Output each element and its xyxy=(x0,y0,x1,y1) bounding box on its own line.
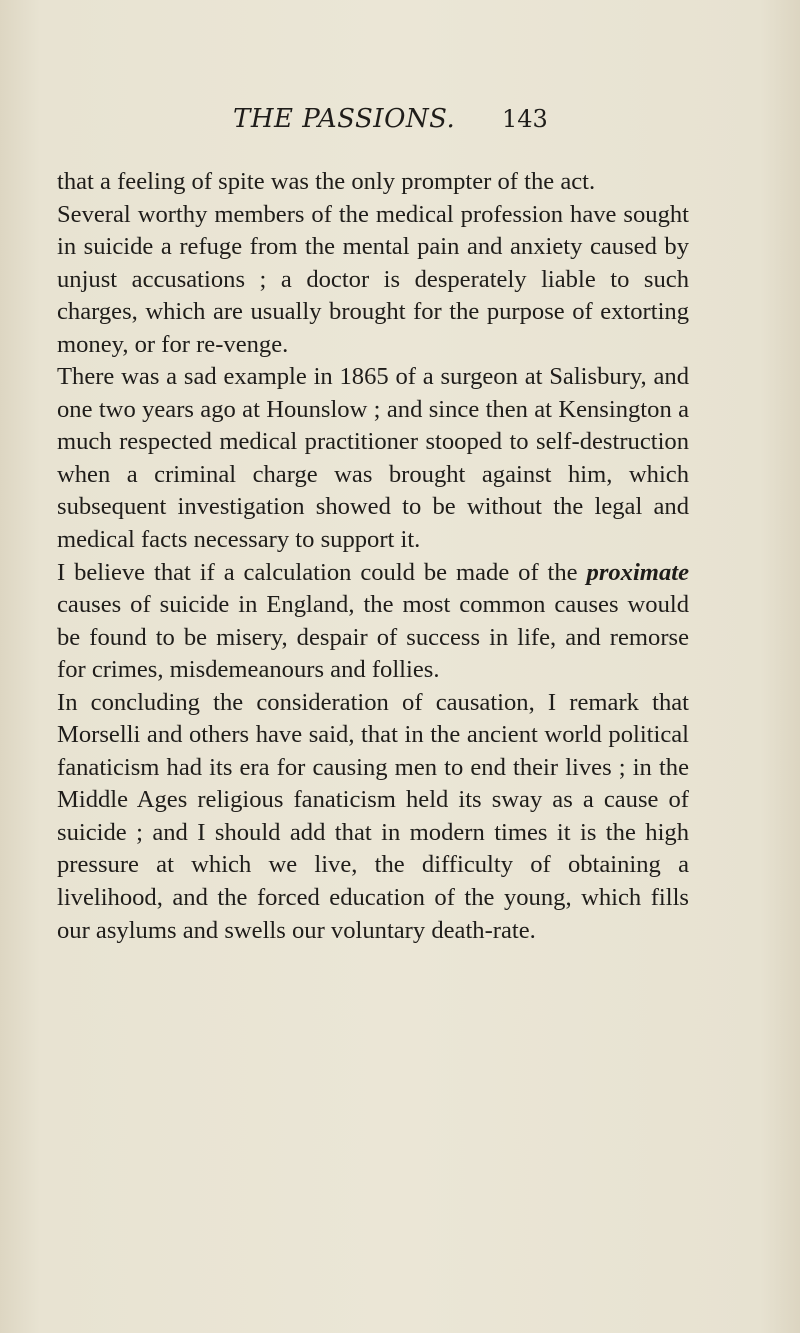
emphasized-word: proximate xyxy=(586,558,689,586)
paragraph-5: In concluding the consideration of causation, I remark that Morselli and others have said, that in the ancient world political fanaticism had its era for causing men to end their lives ; in the Middle Ages religious fanaticism held its sway as a cause of suicide ; and I should add that in modern times it is the high pressure at which we live, the difficulty of obtaining a livelihood, and the forced education of the young, which fills our asylums and swells our voluntary death-rate. xyxy=(57,688,689,944)
page-number: 143 xyxy=(502,105,548,133)
paragraph-3: There was a sad example in 1865 of a surgeon at Salisbury, and one two years ago at Hounslow ; and since then at Kensington a much respected medical practitioner stooped to self-destruction when a criminal charge was brought against him, which subsequent investigation showed to be without the legal and medical facts necessary to support it. xyxy=(57,363,689,554)
paragraph-4-end: causes of suicide in England, the most common causes would be found to be misery, despair of success in life, and remorse for crimes, misdemeanours and follies. xyxy=(57,591,689,684)
running-title: THE PASSIONS. xyxy=(233,104,456,134)
paragraph-1: that a feeling of spite was the only prompter of the act. xyxy=(57,168,596,195)
paragraph-2: Several worthy members of the medical profession have sought in suicide a refuge from the mental pain and anxiety caused by unjust accusations ; a doctor is desperately liable to such charges, which are usually brought for the purpose of extorting money, or for re-venge. xyxy=(57,200,689,358)
running-head xyxy=(0,104,800,138)
paragraph-4-start: I believe that if a calculation could be made of the xyxy=(57,558,587,586)
paragraph-4 xyxy=(57,557,689,687)
body-text xyxy=(57,166,689,947)
